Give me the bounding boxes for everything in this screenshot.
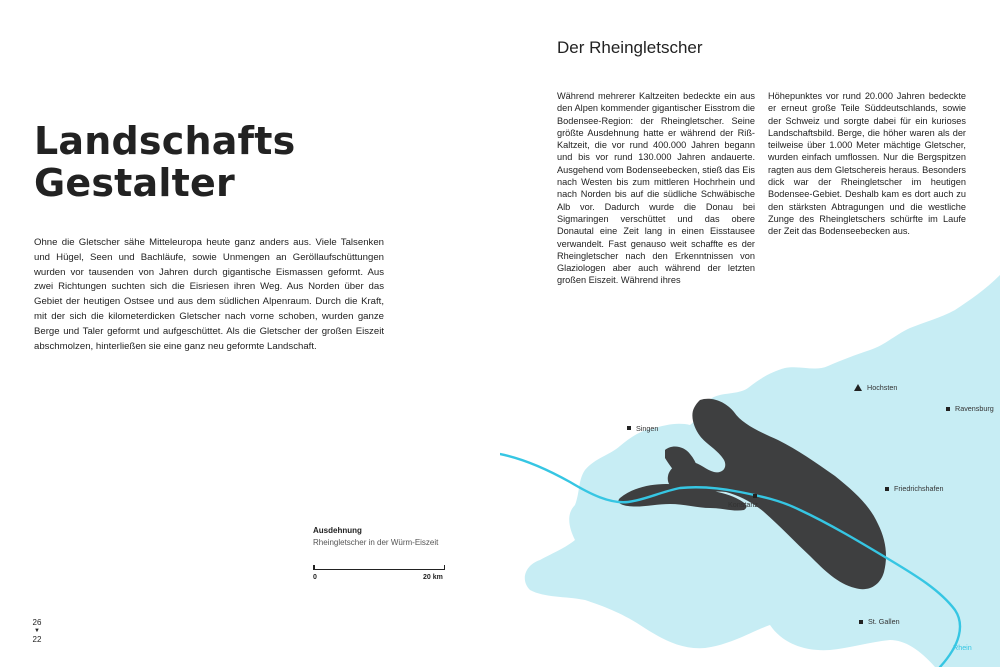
- label-singen: Singen: [636, 424, 659, 433]
- map-legend: [313, 526, 453, 581]
- marker-st-gallen: [859, 620, 863, 624]
- scale-min: 0: [313, 574, 317, 581]
- marker-ravensburg: [946, 407, 950, 411]
- page-arrow-icon: ▼: [34, 628, 40, 634]
- label-konstanz: Konstanz: [728, 500, 758, 509]
- body-column-2: Höhepunktes vor rund 20.000 Jahren bedeckte er erneut große Teile Süddeutschlands, sowie der Schweiz und sorgte dabei für ein kurioses Landschaftsbild. Berge, die höher waren als der teilweise über 1.000 Meter mächtige Gletscher, wurden einfach umflossen. Nur die Bergspitzen ragten aus dem Gletschereis heraus. Besonders dick war der Rheingletscher im heutigen Bodensee-Gebiet. Deshalb kam es dort auch zu den stärksten Abtragungen und die westliche Zunge des Rheingletschers schürfte im Laufe der Zeit das Bodenseebecken aus.: [768, 91, 966, 237]
- page-number: [31, 618, 43, 645]
- label-hochsten: Hochsten: [867, 383, 898, 392]
- page-number-top: 26: [32, 618, 42, 627]
- marker-konstanz: [753, 494, 757, 498]
- scale-max: 20 km: [423, 574, 443, 581]
- legend-title: Ausdehnung: [313, 526, 362, 535]
- label-rhein: Rhein: [953, 643, 972, 652]
- label-st-gallen: St. Gallen: [868, 617, 900, 626]
- page-number-bottom: 22: [32, 635, 42, 644]
- headline: [34, 120, 295, 204]
- body-column-1: Während mehrerer Kaltzeiten bedeckte ein aus den Alpen kommender gigantischer Eisstrom die Bodensee-Region: der Rheingletscher. Seine größte Ausdehnung hatte er während der Riß-Kaltzeit, die vor rund 400.000 Jahren begann und bis vor rund 130.000 Jahren andauerte. Ausgehend vom Bodenseebecken, stieß das Eis nach Westen bis zum mittleren Hochrhein und nach Norden bis auf die südliche Schwäbische Alb vor. Dadurch wurde die Donau bei Sigmaringen verschüttet und das obere Donautal eine Zeit lang in einen Eisstausee verwandelt. Fast genauso weit schaffte es der Rheingletscher nach den Erkenntnissen von Glaziologen aber auch während der letzten großen Eiszeit. Während ihres: [557, 91, 755, 286]
- headline-line-1: Landschafts: [34, 119, 296, 163]
- label-friedrichshafen: Friedrichshafen: [894, 484, 944, 493]
- section-title: Der Rheingletscher: [557, 38, 703, 57]
- legend-subtitle: Rheingletscher in der Würm-Eiszeit: [313, 538, 439, 547]
- headline-line-2: Gestalter: [34, 161, 235, 205]
- marker-singen: [627, 426, 631, 430]
- intro-paragraph: Ohne die Gletscher sähe Mitteleuropa heute ganz anders aus. Viele Talsenken und Hügel, Seen und Bachläufe, sowie Unmengen an Geröllaufschüttungen wurden vor tausenden von Jahren durch gigantische Eismassen geformt. Aus zwei Richtungen suchten sich die Eisriesen ihren Weg. Aus Norden über das Gebiet der heutigen Ostsee und aus dem südlichen Alpenraum. Durch die Kraft, mit der sich die kilometerdicken Gletscher nach vorne schoben, wurden ganze Berge und Taler geformt und aufgeschüttet. Als die Gletscher der großen Eiszeit abschmolzen, hinterließen sie eine ganz neu geformte Landschaft.: [34, 237, 384, 352]
- label-ravensburg: Ravensburg: [955, 404, 994, 413]
- scale-bar: [313, 565, 445, 570]
- marker-friedrichshafen: [885, 487, 889, 491]
